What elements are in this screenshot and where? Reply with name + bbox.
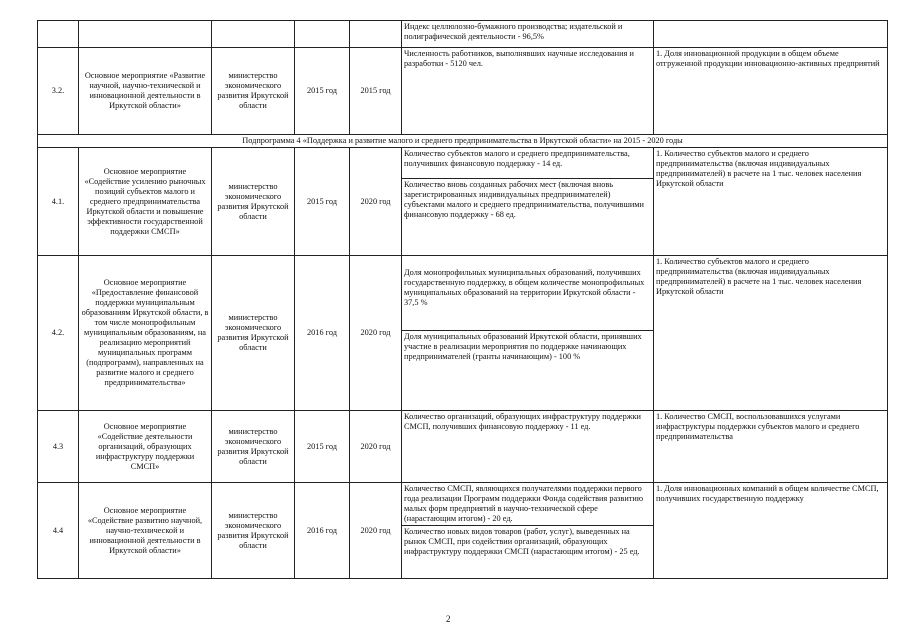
goal-indicator: 1. Количество субъектов малого и среднего предпринимательства (включая индивидуальных предпринимателей) в расчете на 1 тыс. человек населения Иркутской области xyxy=(654,148,888,256)
cell-indicators xyxy=(402,256,654,411)
executor: министерство экономического развития Иркутской области xyxy=(212,483,295,579)
indicator-text: Количество субъектов малого и среднего предпринимательства, получивших финансовую поддержку - 14 ед. xyxy=(404,149,630,168)
indicator-text: Количество вновь созданных рабочих мест (включая вновь зарегистрированных индивидуальных предпринимателей) субъектами малого и среднего предпринимательства, получившими финансовую поддержку - 68 ед. xyxy=(402,178,653,221)
cell-num xyxy=(38,21,79,48)
page-number: 2 xyxy=(446,614,451,624)
activity-name: Основное мероприятие «Содействие усилению рыночных позиций субъектов малого и среднего предпринимательства Иркутской области и повышение эффективности государственной поддержки СМСП» xyxy=(79,148,212,256)
cell-indicators xyxy=(402,48,654,135)
goal-indicator: 1. Доля инновационных компаний в общем количестве СМСП, получивших государственную поддержку xyxy=(654,483,888,579)
executor: министерство экономического развития Иркутской области xyxy=(212,148,295,256)
year-end: 2020 год xyxy=(350,148,402,256)
indicator-text: Количество СМСП, являющихся получателями поддержки первого года реализации Программ поддержки Фонда содействия развитию малых форм предприятий в научно-технической сфере (нарастающим итогом) - 20 ед. xyxy=(404,484,644,523)
cell-indicators xyxy=(402,411,654,483)
year-end: 2020 год xyxy=(350,256,402,411)
cell-indicators xyxy=(402,483,654,579)
activity-name: Основное мероприятие «Развитие научной, научно-технической и инновационной деятельности в Иркутской области» xyxy=(79,48,212,135)
executor: министерство экономического развития Иркутской области xyxy=(212,256,295,411)
cell-name xyxy=(79,21,212,48)
table-row xyxy=(38,483,888,579)
row-number: 4.3 xyxy=(38,411,79,483)
cell-year-end xyxy=(350,21,402,48)
activity-name: Основное мероприятие «Содействие деятельности организаций, образующих инфраструктуру поддержки СМСП» xyxy=(79,411,212,483)
cell-indicators xyxy=(402,148,654,256)
table-row xyxy=(38,135,888,148)
year-start: 2015 год xyxy=(295,48,350,135)
indicator-text: Доля монопрофильных муниципальных образований, получивших государственную поддержку, в общем количестве монопрофильных муниципальных образований на территории Иркутской области - 37,5 % xyxy=(404,268,645,307)
row-number: 4.4 xyxy=(38,483,79,579)
goal-indicator: 1. Доля инновационной продукции в общем объеме отгруженной продукции инновационно-активных предприятий xyxy=(654,48,888,135)
executor: министерство экономического развития Иркутской области xyxy=(212,411,295,483)
indicator-text: Численность работников, выполнявших научные исследования и разработки - 5120 чел. xyxy=(404,49,634,68)
cell-goal xyxy=(654,21,888,48)
cell-year-start xyxy=(295,21,350,48)
activity-name: Основное мероприятие «Предоставление финансовой поддержки муниципальным образованиям Иркутской области, в том числе монопрофильным муниципальным образованиям, на реализацию мероприятий муниципальных программ (подпрограмм), направленных на развитие малого и среднего предпринимательства» xyxy=(79,256,212,411)
indicator-text: Доля муниципальных образований Иркутской области, принявших участие в реализации мероприятия по поддержке начинающих предпринимателей (гранты начинающим) - 100 % xyxy=(402,330,653,363)
executor: министерство экономического развития Иркутской области xyxy=(212,48,295,135)
indicator-text: Количество новых видов товаров (работ, услуг), выведенных на рынок СМСП, при содействии организаций, образующих инфраструктуру поддержки СМСП (нарастающим итогом) - 25 ед. xyxy=(402,525,653,558)
indicator-text: Индекс целлюлозно-бумажного производства; издательской и полиграфической деятельности - 96,5% xyxy=(404,22,623,41)
year-start: 2015 год xyxy=(295,148,350,256)
year-start: 2015 год xyxy=(295,411,350,483)
year-end: 2020 год xyxy=(350,483,402,579)
cell-indicators xyxy=(402,21,654,48)
table-row xyxy=(38,48,888,135)
program-table xyxy=(37,20,888,579)
table-row xyxy=(38,148,888,256)
goal-indicator: 1. Количество СМСП, воспользовавшихся услугами инфраструктуры поддержки субъектов малого и среднего предпринимательства xyxy=(654,411,888,483)
table-row xyxy=(38,411,888,483)
goal-indicator: 1. Количество субъектов малого и среднего предпринимательства (включая индивидуальных предпринимателей) в расчете на 1 тыс. человек населения Иркутской области xyxy=(654,256,888,411)
cell-executor xyxy=(212,21,295,48)
row-number: 3.2. xyxy=(38,48,79,135)
year-end: 2020 год xyxy=(350,411,402,483)
activity-name: Основное мероприятие «Содействие развитию научной, научно-технической и инновационной деятельности в Иркутской области» xyxy=(79,483,212,579)
indicator-text: Количество организаций, образующих инфраструктуру поддержки СМСП, получивших финансовую поддержку - 11 ед. xyxy=(404,412,641,431)
row-number: 4.2. xyxy=(38,256,79,411)
subprogram-title: Подпрограмма 4 «Поддержка и развитие малого и среднего предпринимательства в Иркутской области» на 2015 - 2020 годы xyxy=(38,135,888,148)
year-start: 2016 год xyxy=(295,483,350,579)
table-row xyxy=(38,21,888,48)
table-row xyxy=(38,256,888,411)
year-start: 2016 год xyxy=(295,256,350,411)
year-end: 2015 год xyxy=(350,48,402,135)
row-number: 4.1. xyxy=(38,148,79,256)
